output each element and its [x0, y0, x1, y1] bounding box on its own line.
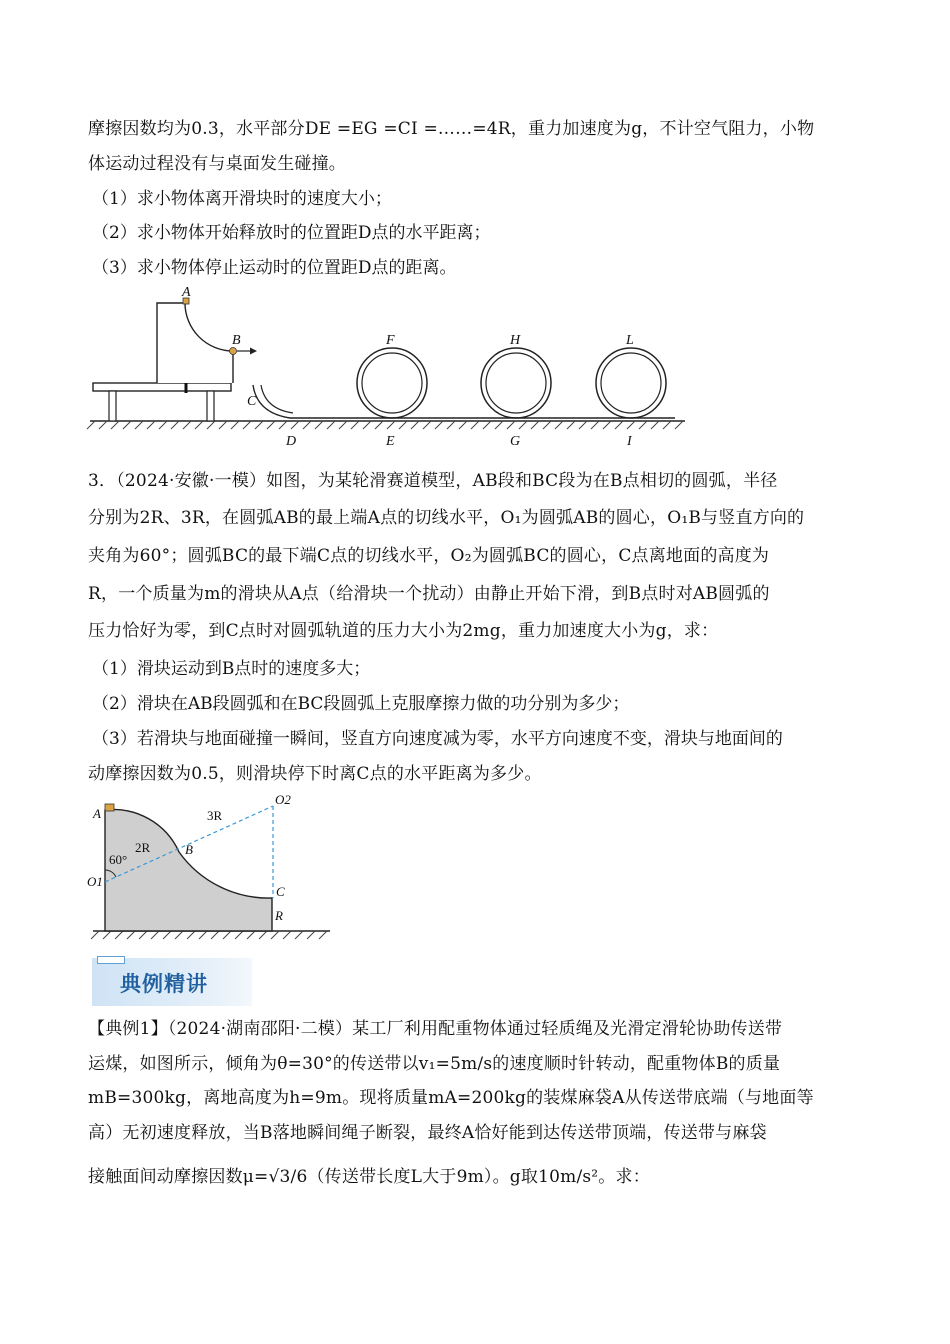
problem3-line5: 压力恰好为零，到C点时对圆弧轨道的压力大小为2mg，重力加速度大小为g，求： — [88, 621, 719, 641]
example1-line1: 【典例1】（2024·湖南邵阳·二模）某工厂利用配重物体通过轻质绳及光滑定滑轮协助传送带 — [88, 1019, 783, 1039]
section-badge-decoration — [97, 956, 125, 964]
label-2R: 2R — [135, 840, 151, 855]
problem3-question3b: 动摩擦因数为0.5，则滑块停下时离C点的水平距离为多少。 — [88, 764, 542, 784]
label-R: R — [275, 908, 283, 923]
problem3-question2: （2）滑块在AB段圆弧和在BC段圆弧上克服摩擦力做的功分别为多少； — [92, 694, 630, 714]
label-F: F — [386, 333, 395, 348]
label-D: D — [286, 434, 297, 449]
label-G: G — [510, 434, 521, 449]
label-3R: 3R — [207, 808, 223, 823]
label-E: E — [386, 434, 395, 449]
label-I: I — [627, 434, 632, 449]
problem3-line3: 夹角为60°；圆弧BC的最下端C点的切线水平，O₂为圆弧BC的圆心，C点离地面的高度为 — [88, 546, 770, 566]
problem2-question1: （1）求小物体离开滑块时的速度大小； — [92, 189, 392, 209]
label-B: B — [185, 842, 193, 857]
problem3-question3a: （3）若滑块与地面碰撞一瞬间，竖直方向速度减为零，水平方向速度不变，滑块与地面间的 — [92, 729, 783, 749]
section-badge-title: 典例精讲 — [120, 972, 208, 996]
problem2-line2: 体运动过程没有与桌面发生碰撞。 — [88, 154, 346, 174]
problem2-line1: 摩擦因数均为0.3，水平部分DE =EG =CI =……=4R，重力加速度为g，不计空气阻力，小物 — [88, 119, 815, 139]
label-O1: O1 — [87, 874, 103, 889]
label-60deg: 60° — [109, 852, 128, 867]
example1-line4: 高）无初速度释放，当B落地瞬间绳子断裂，最终A恰好能到达传送带顶端，传送带与麻袋 — [88, 1123, 767, 1143]
figure-loop-track — [85, 285, 690, 455]
problem3-question1: （1）滑块运动到B点时的速度多大； — [92, 659, 371, 679]
label-C: C — [276, 884, 285, 899]
problem2-question2: （2）求小物体开始释放时的位置距D点的水平距离； — [92, 223, 491, 243]
problem3-line2: 分别为2R、3R，在圆弧AB的最上端A点的切线水平，O₁为圆弧AB的圆心，O₁B与竖直方向的 — [88, 508, 805, 528]
example1-line5: 接触面间动摩擦因数μ=√3/6（传送带长度L大于9m）。g取10m/s²。求： — [88, 1167, 650, 1187]
label-C: C — [247, 394, 257, 409]
label-O2: O2 — [275, 792, 291, 807]
problem2-question3: （3）求小物体停止运动时的位置距D点的距离。 — [92, 258, 457, 278]
example1-line2: 运煤，如图所示，倾角为θ=30°的传送带以v₁=5m/s的速度顺时针转动，配重物体B的质量 — [88, 1054, 781, 1074]
label-A: A — [182, 285, 191, 300]
problem3-line1: 3．（2024·安徽·一模）如图，为某轮滑赛道模型，AB段和BC段为在B点相切的圆弧，半径 — [88, 471, 778, 491]
problem3-line4: R，一个质量为m的滑块从A点（给滑块一个扰动）由静止开始下滑，到B点时对AB圆弧的 — [88, 584, 770, 604]
figure-arc-track — [85, 790, 335, 945]
label-A: A — [93, 806, 101, 821]
label-B: B — [232, 333, 241, 348]
label-L: L — [626, 333, 634, 348]
example1-line3: mB=300kg，离地高度为h=9m。现将质量mA=200kg的装煤麻袋A从传送带底端（与地面等 — [88, 1088, 814, 1108]
label-H: H — [510, 333, 521, 348]
